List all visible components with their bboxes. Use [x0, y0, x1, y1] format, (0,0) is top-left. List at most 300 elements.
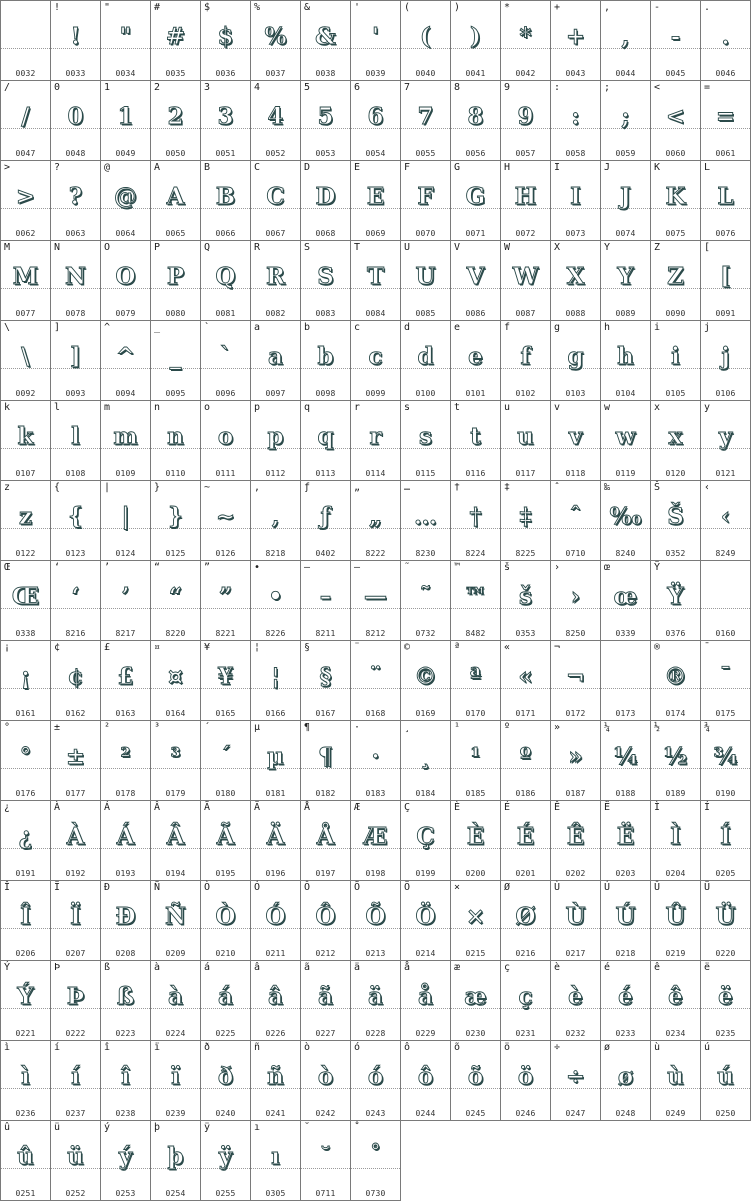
glyph-sample: ÿ — [218, 1143, 233, 1170]
glyph-sample: ¼ — [613, 743, 638, 770]
char-code: 0237 — [65, 1109, 86, 1118]
glyph-cell — [200, 720, 251, 801]
character-label: å — [404, 962, 411, 973]
character-label: d — [404, 322, 411, 333]
char-code: 0112 — [265, 469, 286, 478]
glyph-sample: 1 — [117, 103, 134, 130]
char-code: 0087 — [515, 309, 536, 318]
character-label: + — [554, 2, 561, 13]
glyph-cell — [400, 160, 451, 241]
glyph-cell — [500, 880, 551, 961]
character-label — [604, 642, 610, 653]
character-label: & — [304, 2, 311, 13]
char-code: 0210 — [215, 949, 236, 958]
character-label: ¨ — [354, 642, 361, 653]
glyph-sample: Û — [665, 903, 686, 930]
char-code: 0352 — [665, 549, 686, 558]
char-code: 0056 — [465, 149, 486, 158]
glyph-sample: è — [568, 983, 583, 1010]
character-label: â — [254, 962, 261, 973]
character-label: o — [204, 402, 211, 413]
glyph-sample: \ — [21, 343, 30, 370]
char-code: 0101 — [465, 389, 486, 398]
glyph-sample: û — [17, 1143, 34, 1170]
char-code: 0227 — [315, 1029, 336, 1038]
glyph-cell — [0, 400, 51, 481]
char-code: 0073 — [565, 229, 586, 238]
char-code: 0110 — [165, 469, 186, 478]
character-label: › — [554, 562, 561, 573]
glyph-cell — [100, 320, 151, 401]
char-code: 0104 — [615, 389, 636, 398]
glyph-sample — [701, 574, 750, 620]
char-code: 8222 — [365, 549, 386, 558]
glyph-sample: , — [621, 23, 630, 50]
character-label: ¡ — [4, 642, 11, 653]
glyph-sample: Þ — [66, 983, 85, 1010]
character-label: ) — [454, 2, 461, 13]
character-label: ı — [254, 1122, 261, 1133]
glyph-cell — [350, 640, 401, 721]
character-label: ì — [4, 1042, 11, 1053]
glyph-cell — [300, 80, 351, 161]
character-label: û — [4, 1122, 11, 1133]
char-code: 8250 — [565, 629, 586, 638]
glyph-sample: ˚ — [369, 1143, 382, 1170]
glyph-sample: Î — [20, 903, 31, 930]
glyph-sample: ± — [65, 743, 86, 770]
glyph-cell — [600, 160, 651, 241]
character-label: 4 — [254, 82, 261, 93]
glyph-sample: ı — [271, 1143, 280, 1170]
character-label: ½ — [654, 722, 661, 733]
char-code: 0234 — [665, 1029, 686, 1038]
character-label: ´ — [204, 722, 211, 733]
char-code: 0108 — [65, 469, 86, 478]
glyph-cell — [100, 560, 151, 641]
char-code: 0094 — [115, 389, 136, 398]
character-label: ` — [204, 322, 211, 333]
glyph-sample: ‡ — [519, 503, 532, 530]
glyph-sample: | — [121, 503, 130, 530]
character-label: ‚ — [254, 482, 261, 493]
char-code: 0402 — [315, 549, 336, 558]
char-code: 0710 — [565, 549, 586, 558]
char-code: 0229 — [415, 1029, 436, 1038]
glyph-sample: z — [18, 503, 33, 530]
glyph-sample: š — [519, 583, 532, 610]
character-label: ! — [54, 2, 61, 13]
char-code: 0074 — [615, 229, 636, 238]
character-label: Å — [304, 802, 311, 813]
glyph-cell — [600, 0, 651, 81]
glyph-cell — [450, 480, 501, 561]
character-label: c — [354, 322, 361, 333]
character-label: x — [654, 402, 661, 413]
character-label: Ð — [104, 882, 111, 893]
glyph-cell — [100, 0, 151, 81]
char-code: 0113 — [315, 469, 336, 478]
glyph-sample: b — [317, 343, 334, 370]
glyph-sample: ³ — [170, 743, 181, 770]
character-label: 2 — [154, 82, 161, 93]
char-code: 0239 — [165, 1109, 186, 1118]
char-code: 0062 — [15, 229, 36, 238]
glyph-cell — [700, 480, 751, 561]
glyph-cell — [600, 720, 651, 801]
character-label: L — [704, 162, 711, 173]
glyph-sample: Ò — [215, 903, 236, 930]
char-code: 0161 — [15, 709, 36, 718]
glyph-cell — [300, 800, 351, 881]
glyph-sample: ¨ — [369, 663, 382, 690]
glyph-sample: ¤ — [168, 663, 183, 690]
char-code: 8482 — [465, 629, 486, 638]
glyph-sample: ì — [21, 1063, 30, 1090]
character-label: ï — [154, 1042, 161, 1053]
glyph-sample: ® — [664, 663, 687, 690]
glyph-cell — [350, 720, 401, 801]
character-label: ˜ — [404, 562, 411, 573]
glyph-sample: & — [315, 23, 336, 50]
glyph-cell — [300, 640, 351, 721]
character-label: ü — [54, 1122, 61, 1133]
glyph-cell — [350, 480, 401, 561]
char-code: 0085 — [415, 309, 436, 318]
glyph-sample: Ê — [566, 823, 585, 850]
char-code: 0212 — [315, 949, 336, 958]
glyph-cell — [550, 0, 601, 81]
char-code: 0339 — [615, 629, 636, 638]
character-label: I — [554, 162, 561, 173]
char-code: 0033 — [65, 69, 86, 78]
glyph-sample: ä — [368, 983, 383, 1010]
glyph-sample — [601, 654, 650, 700]
char-code: 0034 — [115, 69, 136, 78]
char-code: 0176 — [15, 789, 36, 798]
character-label: ÿ — [204, 1122, 211, 1133]
glyph-sample: c — [368, 343, 383, 370]
char-code: 0082 — [265, 309, 286, 318]
glyph-cell — [650, 240, 701, 321]
glyph-cell — [300, 240, 351, 321]
char-code: 0249 — [665, 1109, 686, 1118]
char-code: 0230 — [465, 1029, 486, 1038]
character-label: V — [454, 242, 461, 253]
glyph-cell — [550, 480, 601, 561]
glyph-sample: P — [166, 263, 185, 290]
glyph-cell — [400, 960, 451, 1041]
char-code: 0353 — [515, 629, 536, 638]
char-code: 0037 — [265, 69, 286, 78]
glyph-sample: ô — [417, 1063, 434, 1090]
glyph-sample: d — [417, 343, 434, 370]
char-code: 0177 — [65, 789, 86, 798]
char-code: 0166 — [265, 709, 286, 718]
glyph-cell — [200, 800, 251, 881]
glyph-cell — [650, 320, 701, 401]
char-code: 0044 — [615, 69, 636, 78]
glyph-sample: _ — [169, 343, 182, 370]
glyph-cell — [550, 240, 601, 321]
glyph-cell — [400, 240, 451, 321]
glyph-cell — [600, 1040, 651, 1121]
glyph-sample: í — [71, 1063, 80, 1090]
glyph-sample: ¡ — [20, 663, 31, 690]
character-label: Ý — [4, 962, 11, 973]
glyph-cell — [650, 480, 701, 561]
character-label: ¹ — [454, 722, 461, 733]
character-label: [ — [704, 242, 711, 253]
glyph-sample: Z — [667, 263, 684, 290]
glyph-cell — [150, 400, 201, 481]
character-label: ¼ — [604, 722, 611, 733]
glyph-sample: I — [570, 183, 581, 210]
char-code: 0046 — [715, 69, 736, 78]
char-code: 0171 — [515, 709, 536, 718]
glyph-cell — [200, 80, 251, 161]
char-code: 0217 — [565, 949, 586, 958]
glyph-sample: { — [68, 503, 83, 530]
char-code: 0106 — [715, 389, 736, 398]
character-label: - — [654, 2, 661, 13]
character-label: ˚ — [354, 1122, 361, 1133]
character-label: 6 — [354, 82, 361, 93]
glyph-cell — [100, 720, 151, 801]
glyph-cell — [450, 800, 501, 881]
glyph-sample: o — [217, 423, 234, 450]
glyph-sample: Í — [720, 823, 731, 850]
character-label: Î — [4, 882, 11, 893]
character-label: Ä — [254, 802, 261, 813]
glyph-sample: ¯ — [719, 663, 732, 690]
char-code: 0218 — [615, 949, 636, 958]
glyph-cell — [150, 640, 201, 721]
char-code: 0254 — [165, 1189, 186, 1198]
char-code: 0054 — [365, 149, 386, 158]
glyph-sample: ¬ — [565, 663, 586, 690]
char-code: 0042 — [515, 69, 536, 78]
glyph-cell — [600, 400, 651, 481]
glyph-sample: – — [319, 583, 332, 610]
char-code: 0250 — [715, 1109, 736, 1118]
char-code: 0111 — [215, 469, 236, 478]
glyph-cell — [500, 560, 551, 641]
glyph-cell — [0, 160, 51, 241]
character-label: . — [704, 2, 711, 13]
character-label: | — [104, 482, 111, 493]
character-label: 5 — [304, 82, 311, 93]
glyph-cell — [250, 240, 301, 321]
glyph-sample: f — [520, 343, 531, 370]
char-code: 0053 — [315, 149, 336, 158]
glyph-sample: h — [617, 343, 634, 370]
char-code: 0043 — [565, 69, 586, 78]
glyph-sample: r — [369, 423, 382, 450]
character-label: v — [554, 402, 561, 413]
glyph-sample: § — [319, 663, 332, 690]
char-code: 0055 — [415, 149, 436, 158]
character-label: œ — [604, 562, 611, 573]
character-label: f — [504, 322, 511, 333]
glyph-sample: S — [317, 263, 334, 290]
char-code: 0188 — [615, 789, 636, 798]
character-label: e — [454, 322, 461, 333]
char-code: 0241 — [265, 1109, 286, 1118]
char-code: 0209 — [165, 949, 186, 958]
glyph-cell — [0, 880, 51, 961]
glyph-cell — [700, 800, 751, 881]
glyph-sample: ý — [118, 1143, 133, 1170]
char-code: 0206 — [15, 949, 36, 958]
char-code: 0247 — [565, 1109, 586, 1118]
glyph-sample: p — [267, 423, 284, 450]
glyph-cell — [200, 640, 251, 721]
char-code: 8240 — [615, 549, 636, 558]
glyph-sample: ó — [367, 1063, 384, 1090]
glyph-sample: > — [15, 183, 36, 210]
glyph-sample: Y — [617, 263, 634, 290]
glyph-cell — [150, 240, 201, 321]
char-code: 0162 — [65, 709, 86, 718]
character-label: Ü — [704, 882, 711, 893]
glyph-cell — [600, 800, 651, 881]
glyph-cell — [500, 640, 551, 721]
char-code: 0117 — [515, 469, 536, 478]
char-code: 0252 — [65, 1189, 86, 1198]
char-code: 0172 — [565, 709, 586, 718]
char-code: 0091 — [715, 309, 736, 318]
char-code: 8217 — [115, 629, 136, 638]
glyph-cell — [150, 880, 201, 961]
character-label: ( — [404, 2, 411, 13]
glyph-cell — [500, 320, 551, 401]
character-label: W — [504, 242, 511, 253]
glyph-sample: ˘ — [319, 1143, 332, 1170]
glyph-cell — [200, 400, 251, 481]
glyph-sample: Ú — [615, 903, 636, 930]
char-code: 0099 — [365, 389, 386, 398]
char-code: 8249 — [715, 549, 736, 558]
glyph-sample: › — [570, 583, 581, 610]
glyph-sample: ¶ — [318, 743, 333, 770]
character-label: i — [654, 322, 661, 333]
glyph-cell — [400, 800, 451, 881]
glyph-cell — [450, 640, 501, 721]
character-label: Œ — [4, 562, 11, 573]
glyph-cell — [150, 720, 201, 801]
char-code: 0253 — [115, 1189, 136, 1198]
character-label: Ñ — [154, 882, 161, 893]
glyph-cell — [0, 560, 51, 641]
char-code: 0205 — [715, 869, 736, 878]
glyph-cell — [550, 320, 601, 401]
glyph-sample: ‚ — [271, 503, 280, 530]
char-code: 0123 — [65, 549, 86, 558]
glyph-sample: “ — [168, 583, 183, 610]
glyph-sample: ´ — [219, 743, 232, 770]
character-label: M — [4, 242, 11, 253]
glyph-sample: 9 — [517, 103, 534, 130]
character-label: z — [4, 482, 11, 493]
char-code: 0109 — [115, 469, 136, 478]
glyph-sample: # — [165, 23, 186, 50]
glyph-cell — [700, 960, 751, 1041]
character-label: J — [604, 162, 611, 173]
glyph-cell — [150, 320, 201, 401]
glyph-sample: < — [665, 103, 686, 130]
glyph-cell — [250, 320, 301, 401]
glyph-sample: ) — [470, 23, 481, 50]
character-label: ‘ — [54, 562, 61, 573]
char-code: 0049 — [115, 149, 136, 158]
glyph-cell — [50, 320, 101, 401]
glyph-sample: g — [567, 343, 584, 370]
glyph-cell — [250, 0, 301, 81]
char-code: 0032 — [15, 69, 36, 78]
character-label: Æ — [354, 802, 361, 813]
glyph-sample: u — [517, 423, 534, 450]
character-label: ° — [4, 722, 11, 733]
character-label: 1 — [104, 82, 111, 93]
glyph-sample: $ — [217, 23, 234, 50]
character-label: y — [704, 402, 711, 413]
character-label: T — [354, 242, 361, 253]
char-code: 0058 — [565, 149, 586, 158]
glyph-cell — [250, 800, 301, 881]
char-code: 0077 — [15, 309, 36, 318]
char-code: 0238 — [115, 1109, 136, 1118]
glyph-sample: t — [470, 423, 481, 450]
character-label: } — [154, 482, 161, 493]
char-code: 0050 — [165, 149, 186, 158]
glyph-cell — [300, 1120, 351, 1201]
character-label: R — [254, 242, 261, 253]
char-code: 0086 — [465, 309, 486, 318]
character-label: C — [254, 162, 261, 173]
glyph-sample: D — [315, 183, 336, 210]
glyph-sample: Ü — [715, 903, 736, 930]
character-label: r — [354, 402, 361, 413]
char-code: 0224 — [165, 1029, 186, 1038]
glyph-cell — [300, 880, 351, 961]
glyph-sample: e — [468, 343, 483, 370]
char-code: 0208 — [115, 949, 136, 958]
glyph-sample: Ã — [216, 823, 235, 850]
glyph-cell — [0, 720, 51, 801]
char-code: 0181 — [265, 789, 286, 798]
character-label: Í — [704, 802, 711, 813]
char-code: 0167 — [315, 709, 336, 718]
glyph-cell — [300, 960, 351, 1041]
char-code: 0170 — [465, 709, 486, 718]
glyph-sample: „ — [368, 503, 383, 530]
glyph-cell — [200, 480, 251, 561]
glyph-sample: v — [568, 423, 583, 450]
char-code: 0066 — [215, 229, 236, 238]
glyph-sample: y — [718, 423, 733, 450]
glyph-sample: ö — [517, 1063, 534, 1090]
character-label: è — [554, 962, 561, 973]
glyph-cell — [450, 960, 501, 1041]
char-code: 0214 — [415, 949, 436, 958]
character-label: ] — [54, 322, 61, 333]
character-label: ú — [704, 1042, 711, 1053]
glyph-cell — [450, 400, 501, 481]
glyph-sample: 7 — [417, 103, 434, 130]
char-code: 0223 — [115, 1029, 136, 1038]
character-label: Ç — [404, 802, 411, 813]
